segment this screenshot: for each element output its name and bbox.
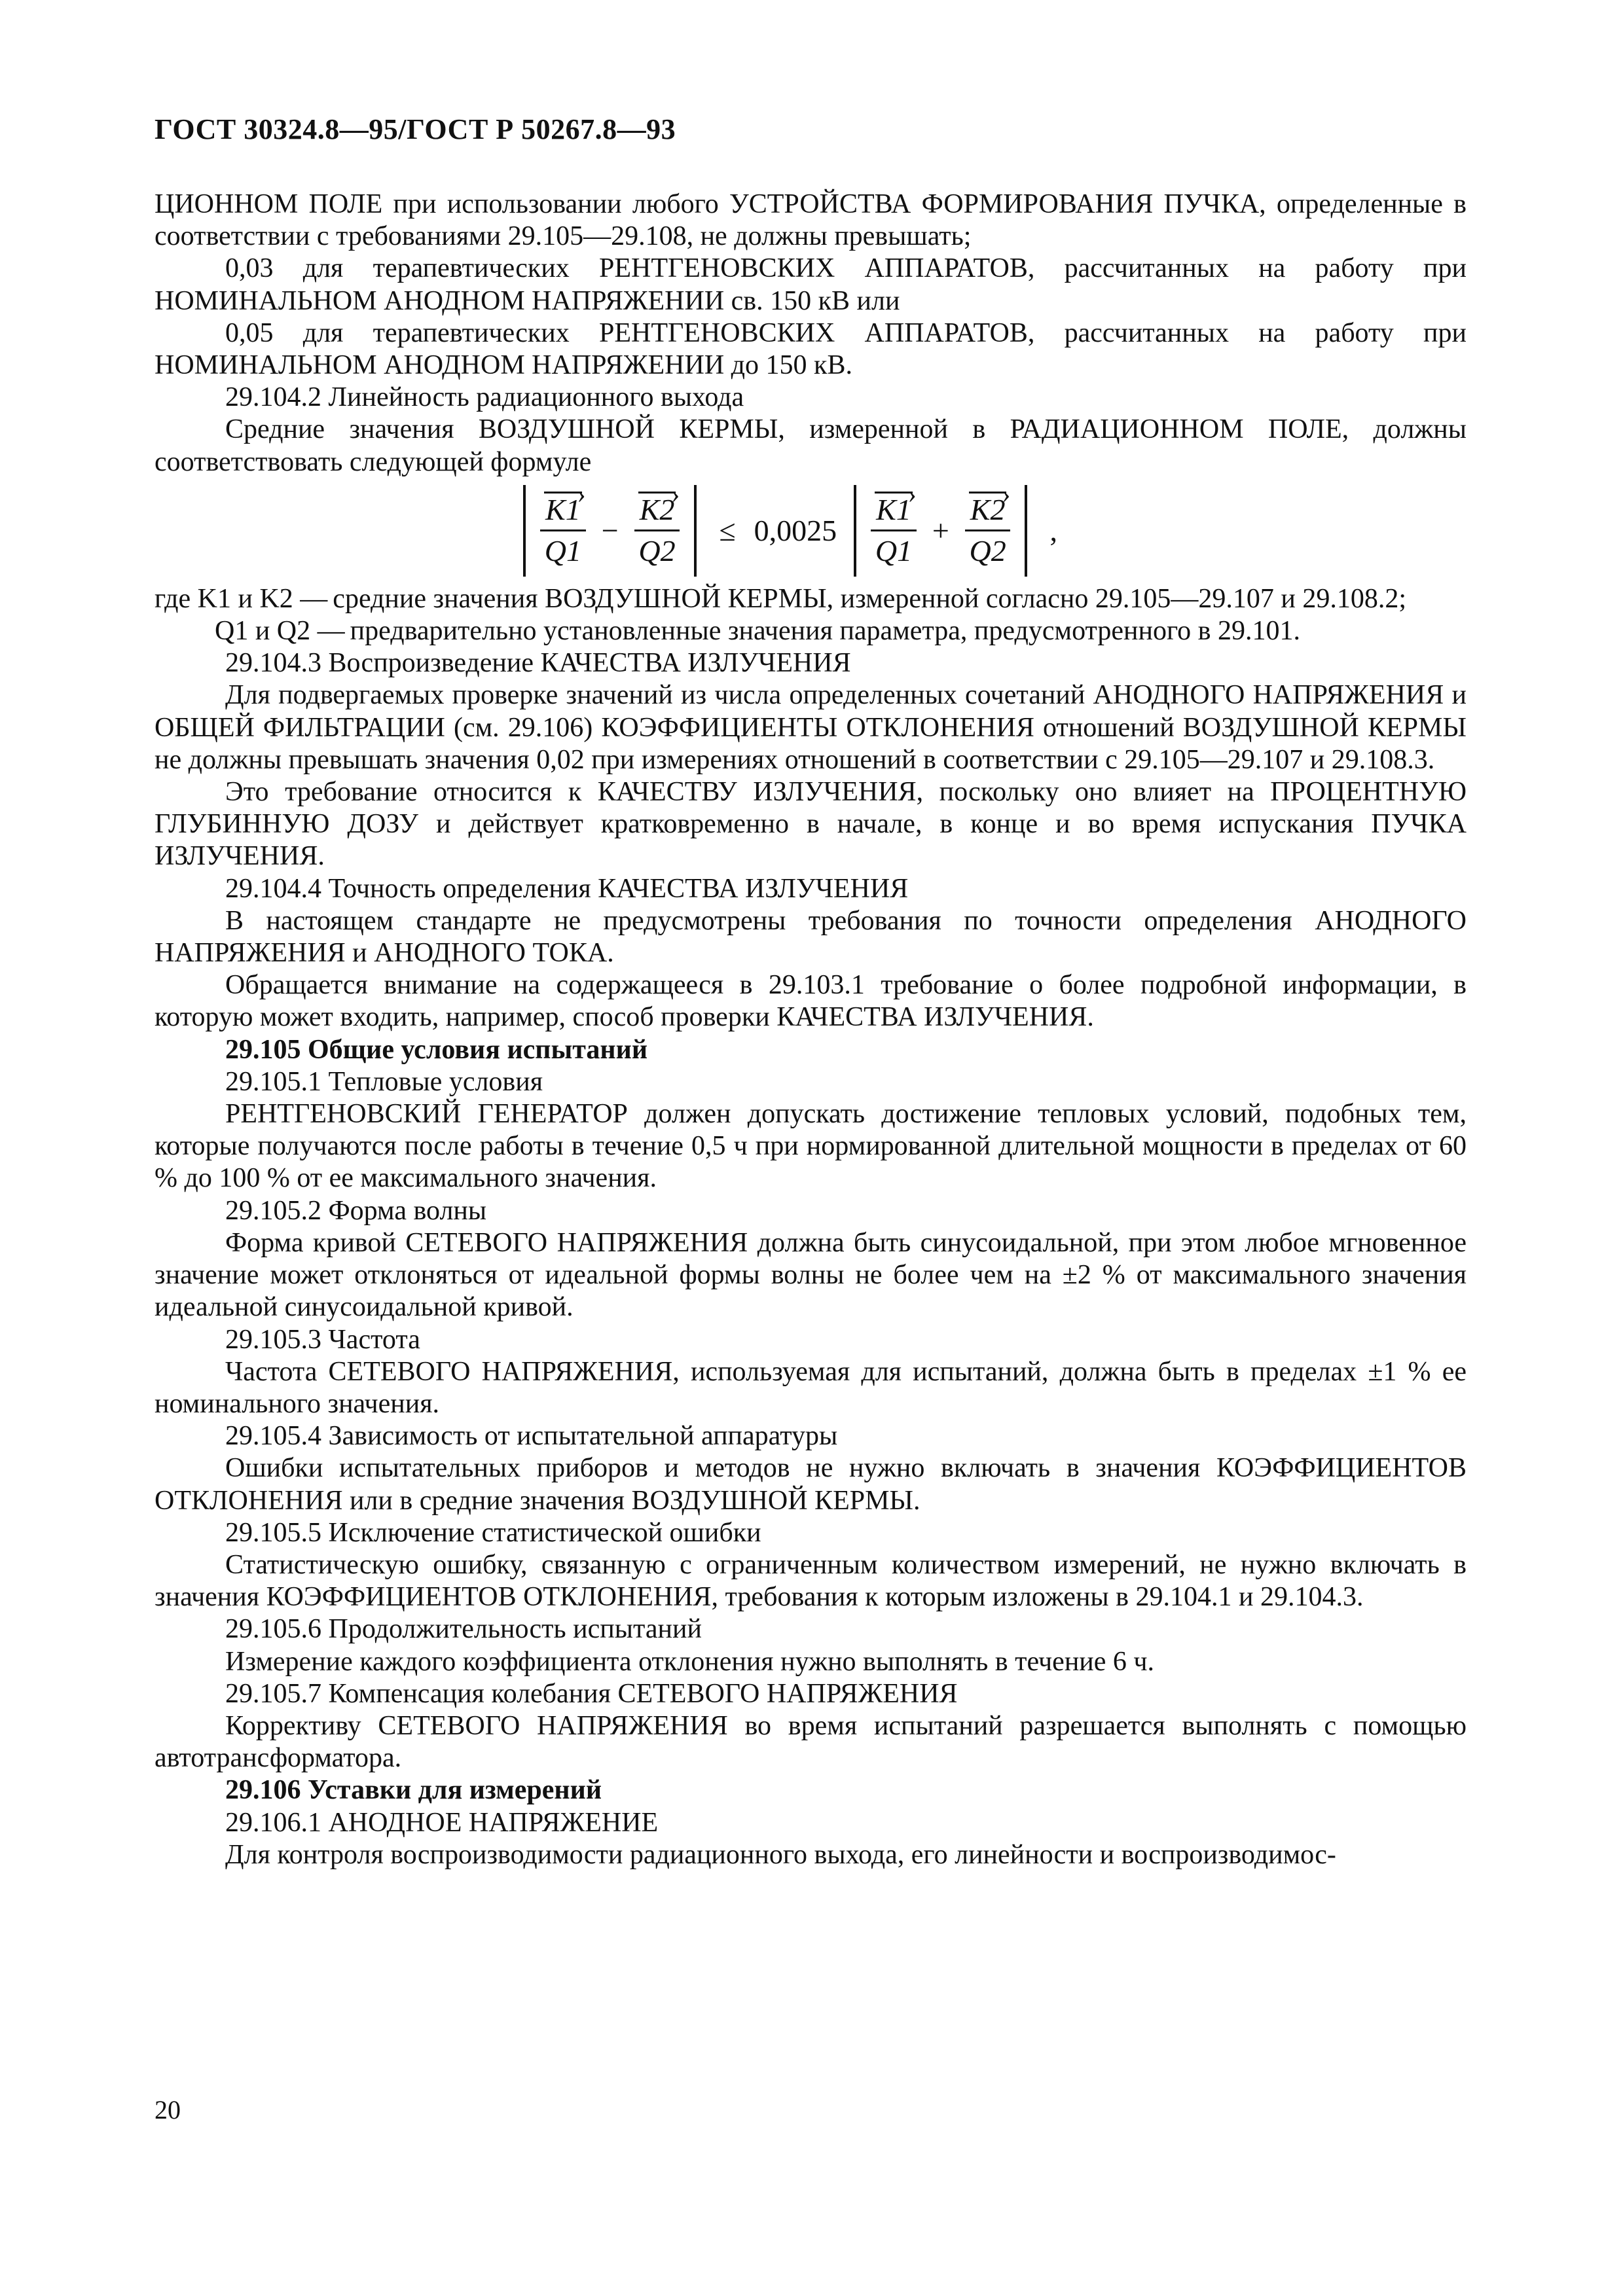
formula-le: ≤: [719, 514, 736, 548]
abs-bar-right-1: [694, 485, 697, 577]
paragraph: 29.105.3 Частота: [225, 1324, 420, 1355]
paragraph: Для контроля воспроизводимости радиационного выхода, его линейности и воспроизводимос-: [225, 1839, 1336, 1870]
formula-minus: −: [601, 514, 619, 548]
paragraphs-after-formula: [155, 647, 1467, 1871]
formula-k1-sum: K1 ›: [871, 490, 917, 529]
formula-k1: K1 ›: [540, 490, 586, 529]
body-text: [155, 188, 1467, 1871]
paragraph: 29.105.5 Исключение статистической ошибки: [225, 1517, 761, 1548]
formula-q2: Q2: [638, 534, 676, 568]
paragraph: 0,05 для терапевтических РЕНТГЕНОВСКИХ АППАРАТОВ, рассчитанных на работу при НОМИНАЛЬНОМ АНОДНОМ НАПРЯЖЕНИИ до 150 кВ.: [155, 317, 1467, 381]
formula-tail: ,: [1049, 514, 1057, 548]
section-heading: 29.106 Уставки для измерений: [225, 1775, 602, 1806]
document-header: ГОСТ 30324.8—95/ГОСТ Р 50267.8—93: [155, 113, 676, 145]
paragraph: В настоящем стандарте не предусмотрены требования по точности определения АНОДНОГО НАПРЯЖЕНИЯ и АНОДНОГО ТОКА.: [155, 905, 1467, 969]
formula-coefficient: 0,0025: [754, 514, 837, 548]
paragraph: Для подвергаемых проверке значений из числа определенных сочетаний АНОДНОГО НАПРЯЖЕНИЯ и ОБЩЕЙ ФИЛЬТРАЦИИ (см. 29.106) КОЭФФИЦИЕНТЫ ОТКЛОНЕНИЯ отношений ВОЗДУШНОЙ КЕРМЫ не должны превышать значения 0,02 при измерениях отношений в соответствии с 29.105—29.107 и 29.108.3.: [155, 680, 1467, 775]
where-def-k: средние значения ВОЗДУШНОЙ КЕРМЫ, измеренной согласно 29.105—29.107 и 29.108.2;: [333, 583, 1406, 614]
abs-bar-left-2: [854, 485, 856, 577]
paragraph: Частота СЕТЕВОГО НАПРЯЖЕНИЯ, используемая для испытаний, должна быть в пределах ±1 % ее номинального значения.: [155, 1356, 1467, 1419]
where-term-k: где K1 и K2 —: [155, 583, 328, 614]
paragraph: 29.105.7 Компенсация колебания СЕТЕВОГО НАПРЯЖЕНИЯ: [225, 1678, 958, 1709]
where-k: [155, 583, 1467, 615]
paragraph: Это требование относится к КАЧЕСТВУ ИЗЛУЧЕНИЯ, поскольку оно влияет на ПРОЦЕНТНУЮ ГЛУБИННУЮ ДОЗУ и действует кратковременно в начале, в конце и во время испускания ПУЧКА ИЗЛУЧЕНИЯ.: [155, 777, 1467, 872]
abs-bar-right-2: [1025, 485, 1027, 577]
paragraphs-before-formula: [155, 188, 1467, 478]
paragraph: Средние значения ВОЗДУШНОЙ КЕРМЫ, измеренной в РАДИАЦИОННОМ ПОЛЕ, должны соответствовать следующей формуле: [155, 414, 1467, 477]
formula-q1-sum: Q1: [875, 534, 913, 568]
fraction-k1-q1: [540, 490, 586, 571]
paragraph: 29.105.2 Форма волны: [225, 1195, 487, 1226]
where-term-q: Q1 и Q2 —: [215, 616, 345, 647]
paragraph: Ошибки испытательных приборов и методов не нужно включать в значения КОЭФФИЦИЕНТОВ ОТКЛОНЕНИЯ или в средние значения ВОЗДУШНОЙ КЕРМЫ.: [155, 1453, 1467, 1516]
formula-k2: K2 ›: [634, 490, 680, 529]
page-number: 20: [155, 2095, 181, 2125]
paragraph: Коррективу СЕТЕВОГО НАПРЯЖЕНИЯ во время испытаний разрешается выполнять с помощью автотрансформатора.: [155, 1710, 1467, 1774]
formula-k2-sum: K2 ›: [965, 490, 1011, 529]
paragraph: Обращается внимание на содержащееся в 29.103.1 требование о более подробной информации, в которую может входить, например, способ проверки КАЧЕСТВА ИЗЛУЧЕНИЯ.: [155, 970, 1467, 1033]
formula-q1: Q1: [544, 534, 581, 568]
paragraph: 29.105.6 Продолжительность испытаний: [225, 1614, 702, 1645]
paragraph: РЕНТГЕНОВСКИЙ ГЕНЕРАТОР должен допускать достижение тепловых условий, подобных тем, которые получаются после работы в течение 0,5 ч при нормированной длительной мощности в пределах от 60 % до 100 % от ее максимального значения.: [155, 1099, 1467, 1194]
formula-plus: +: [932, 514, 949, 548]
where-def-q: предварительно установленные значения параметра, предусмотренного в 29.101.: [350, 616, 1300, 647]
paragraph: Измерение каждого коэффициента отклонения нужно выполнять в течение 6 ч.: [225, 1646, 1155, 1677]
paragraph: 29.106.1 АНОДНОЕ НАПРЯЖЕНИЕ: [225, 1807, 659, 1838]
formula: [115, 478, 1467, 583]
paragraph: ЦИОННОМ ПОЛЕ при использовании любого УСТРОЙСТВА ФОРМИРОВАНИЯ ПУЧКА, определенные в соответствии с требованиями 29.105—29.108, не должны превышать;: [155, 189, 1467, 252]
where-q: [155, 615, 1467, 647]
fraction-k1-q1-sum: [871, 490, 917, 571]
paragraph: 29.104.3 Воспроизведение КАЧЕСТВА ИЗЛУЧЕНИЯ: [225, 648, 851, 679]
paragraph: 29.105.1 Тепловые условия: [225, 1066, 543, 1097]
paragraph: Форма кривой СЕТЕВОГО НАПРЯЖЕНИЯ должна быть синусоидальной, при этом любое мгновенное значение может отклоняться от идеальной формы волны не более чем на ±2 % от максимального значения идеальной синусоидальной кривой.: [155, 1227, 1467, 1323]
fraction-k2-q2: [634, 490, 680, 571]
paragraph: Статистическую ошибку, связанную с ограниченным количеством измерений, не нужно включать в значения КОЭФФИЦИЕНТОВ ОТКЛОНЕНИЯ, требования к которым изложены в 29.104.1 и 29.104.3.: [155, 1549, 1467, 1613]
paragraph: 29.104.2 Линейность радиационного выхода: [225, 382, 744, 413]
section-heading: 29.105 Общие условия испытаний: [225, 1034, 648, 1065]
abs-bar-left-1: [523, 485, 526, 577]
paragraph: 29.105.4 Зависимость от испытательной аппаратуры: [225, 1421, 838, 1452]
paragraph: 29.104.4 Точность определения КАЧЕСТВА ИЗЛУЧЕНИЯ: [225, 873, 909, 904]
paragraph: 0,03 для терапевтических РЕНТГЕНОВСКИХ АППАРАТОВ, рассчитанных на работу при НОМИНАЛЬНОМ АНОДНОМ НАПРЯЖЕНИИ св. 150 кВ или: [155, 253, 1467, 316]
formula-q2-sum: Q2: [969, 534, 1006, 568]
fraction-k2-q2-sum: [965, 490, 1011, 571]
